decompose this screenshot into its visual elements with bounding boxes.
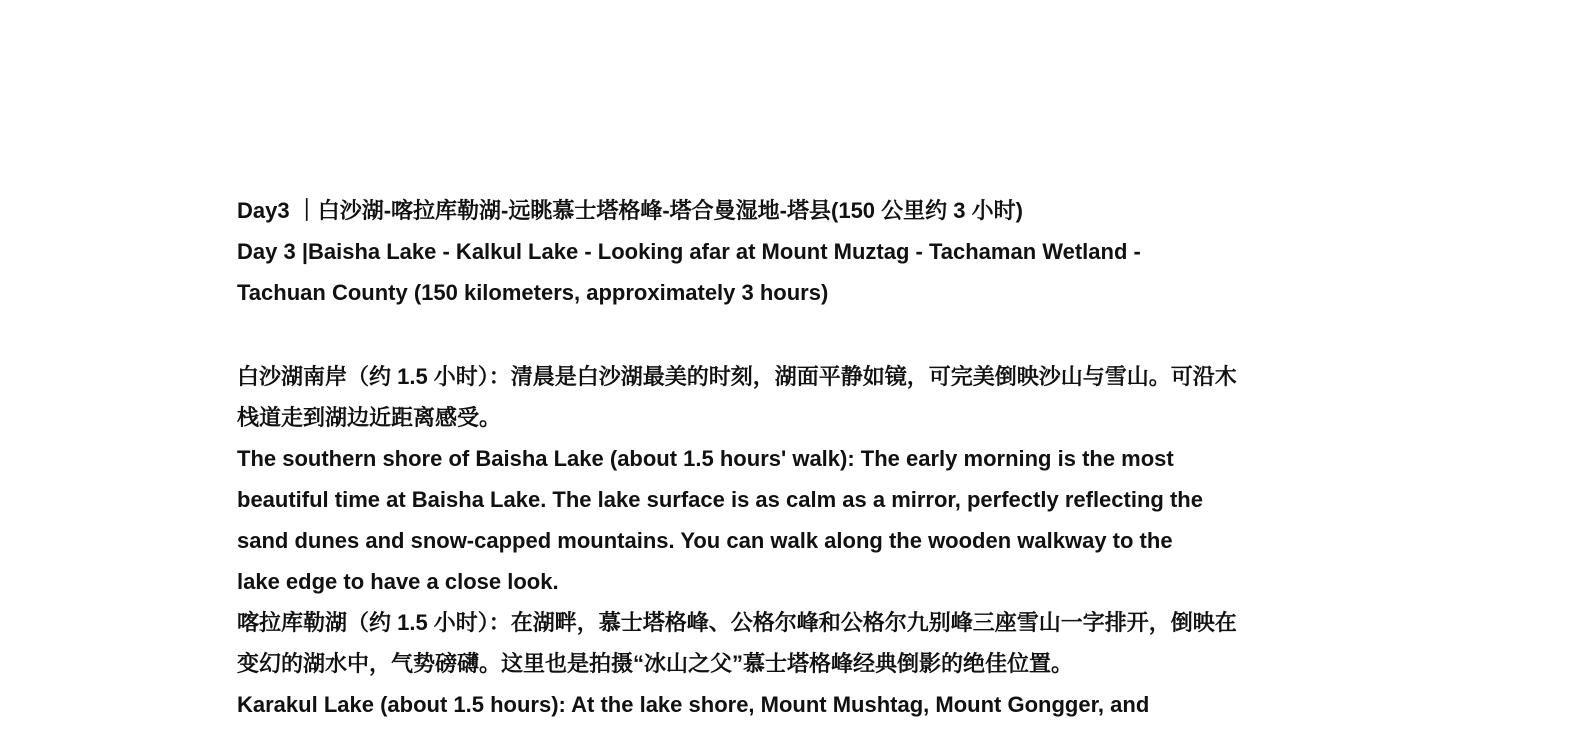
baisha-lake-section: [237, 356, 1357, 602]
day-title-block: [237, 190, 1357, 313]
day-title-en-line-2: Tachuan County (150 kilometers, approximately 3 hours): [237, 280, 829, 305]
baisha-lake-en-line-1: The southern shore of Baisha Lake (about 1.5 hours' walk): The early morning is the most: [237, 446, 1174, 471]
karakul-lake-zh-line-2: 变幻的湖水中，气势磅礴。这里也是拍摄“冰山之父”慕士塔格峰经典倒影的绝佳位置。: [237, 651, 1074, 676]
day-title-en-line-1: Day 3 |Baisha Lake - Kalkul Lake - Looking afar at Mount Muztag - Tachaman Wetland -: [237, 239, 1141, 264]
document-body: [237, 190, 1357, 725]
karakul-lake-section: [237, 602, 1357, 725]
baisha-lake-en-line-4: lake edge to have a close look.: [237, 569, 559, 594]
karakul-lake-en-line-1: Karakul Lake (about 1.5 hours): At the lake shore, Mount Mushtag, Mount Gongger, and: [237, 692, 1150, 717]
paragraph-spacer: [237, 313, 1357, 356]
karakul-lake-zh-line-1: 喀拉库勒湖（约 1.5 小时）：在湖畔，慕士塔格峰、公格尔峰和公格尔九别峰三座雪山一字排开，倒映在: [237, 610, 1237, 635]
baisha-lake-en-line-3: sand dunes and snow-capped mountains. You can walk along the wooden walkway to the: [237, 528, 1173, 553]
day-title-zh: Day3 ｜白沙湖-喀拉库勒湖-远眺慕士塔格峰-塔合曼湿地-塔县(150 公里约 3 小时): [237, 198, 1023, 223]
baisha-lake-zh-line-2: 栈道走到湖边近距离感受。: [237, 405, 502, 430]
baisha-lake-en-line-2: beautiful time at Baisha Lake. The lake surface is as calm as a mirror, perfectly reflecting the: [237, 487, 1203, 512]
baisha-lake-zh-line-1: 白沙湖南岸（约 1.5 小时）：清晨是白沙湖最美的时刻，湖面平静如镜，可完美倒映沙山与雪山。可沿木: [237, 364, 1237, 389]
